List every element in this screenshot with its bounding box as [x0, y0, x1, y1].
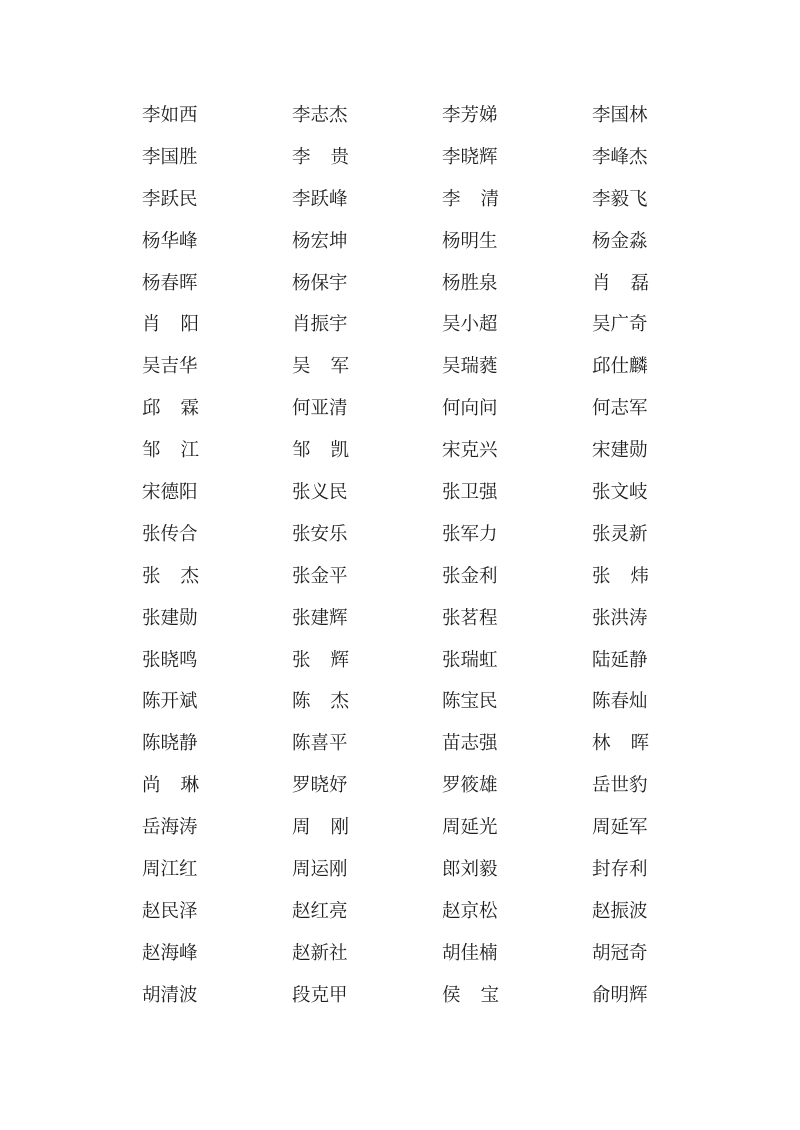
name-row	[142, 272, 670, 314]
person-name: 邱仕麟	[592, 356, 648, 378]
person-name: 李晓辉	[442, 146, 498, 168]
person-name: 李芳娣	[442, 105, 498, 126]
name-row	[142, 146, 662, 188]
person-name: 何向问	[442, 398, 498, 420]
person-name: 苗志强	[442, 733, 498, 755]
name-row	[142, 732, 670, 774]
person-name: 侯宝	[442, 984, 520, 1006]
name-row	[142, 397, 662, 439]
person-name: 陈喜平	[292, 733, 348, 755]
name-row	[142, 984, 662, 1026]
person-name: 胡清波	[142, 984, 198, 1006]
name-row	[142, 900, 662, 942]
person-name: 张炜	[592, 565, 670, 587]
person-name: 宋克兴	[442, 440, 498, 462]
name-row	[142, 565, 670, 607]
name-row	[142, 649, 662, 691]
name-row	[142, 439, 662, 481]
person-name: 杨春晖	[142, 272, 198, 294]
person-name: 林晖	[592, 733, 670, 755]
person-name: 俞明辉	[592, 984, 648, 1006]
person-name: 赵新社	[292, 942, 348, 964]
person-name: 张晓鸣	[142, 649, 198, 671]
name-row	[142, 104, 662, 146]
name-row	[142, 313, 662, 355]
person-name: 李清	[442, 188, 520, 210]
person-name: 陈开斌	[142, 691, 198, 713]
person-name: 何志军	[592, 398, 648, 420]
name-row	[142, 942, 662, 984]
person-name: 吴军	[292, 356, 370, 378]
person-name: 赵京松	[442, 900, 498, 922]
person-name: 邹凯	[292, 440, 370, 462]
person-name: 周延光	[442, 817, 498, 839]
person-name: 邱霖	[142, 398, 220, 420]
person-name: 陆延静	[592, 649, 648, 671]
name-row	[142, 355, 662, 397]
person-name: 李如西	[142, 105, 198, 126]
person-name: 张茗程	[442, 607, 498, 629]
name-row	[142, 816, 662, 858]
person-name: 肖振宇	[292, 314, 348, 336]
person-name: 陈春灿	[592, 691, 648, 713]
person-name: 张金平	[292, 565, 348, 587]
person-name: 吴吉华	[142, 356, 198, 378]
name-row	[142, 690, 662, 732]
person-name: 赵振波	[592, 900, 648, 922]
name-row	[142, 607, 662, 649]
person-name: 何亚清	[292, 398, 348, 420]
person-name: 张传合	[142, 523, 198, 545]
name-row	[142, 774, 662, 816]
person-name: 李峰杰	[592, 146, 648, 168]
name-row	[142, 523, 662, 565]
person-name: 张建辉	[292, 607, 348, 629]
person-name: 岳海涛	[142, 817, 198, 839]
person-name: 张金利	[442, 565, 498, 587]
person-name: 杨华峰	[142, 230, 198, 252]
name-list	[142, 104, 670, 1026]
name-row	[142, 230, 662, 272]
person-name: 张瑞虹	[442, 649, 498, 671]
person-name: 李贵	[292, 146, 370, 168]
person-name: 胡冠奇	[592, 942, 648, 964]
person-name: 罗晓妤	[292, 775, 348, 797]
person-name: 杨金淼	[592, 230, 648, 252]
person-name: 李国胜	[142, 146, 198, 168]
person-name: 赵海峰	[142, 942, 198, 964]
name-row	[142, 858, 662, 900]
person-name: 周江红	[142, 859, 198, 881]
person-name: 杨明生	[442, 230, 498, 252]
person-name: 张灵新	[592, 523, 648, 545]
person-name: 赵民泽	[142, 900, 198, 922]
person-name: 张洪涛	[592, 607, 648, 629]
person-name: 陈杰	[292, 691, 370, 713]
person-name: 周运刚	[292, 859, 348, 881]
person-name: 张辉	[292, 649, 370, 671]
person-name: 陈晓静	[142, 733, 198, 755]
person-name: 陈宝民	[442, 691, 498, 713]
person-name: 吴广奇	[592, 314, 648, 336]
person-name: 赵红亮	[292, 900, 348, 922]
name-row	[142, 188, 662, 230]
person-name: 罗筱雄	[442, 775, 498, 797]
person-name: 岳世豹	[592, 775, 648, 797]
person-name: 李跃民	[142, 188, 198, 210]
person-name: 李跃峰	[292, 188, 348, 210]
person-name: 张义民	[292, 482, 348, 504]
person-name: 封存利	[592, 859, 648, 881]
person-name: 尚琳	[142, 775, 220, 797]
person-name: 郎刘毅	[442, 859, 498, 881]
person-name: 周延军	[592, 817, 648, 839]
person-name: 杨胜泉	[442, 272, 498, 294]
person-name: 张军力	[442, 523, 498, 545]
person-name: 肖阳	[142, 314, 220, 336]
person-name: 胡佳楠	[442, 942, 498, 964]
person-name: 肖磊	[592, 272, 670, 294]
person-name: 张文岐	[592, 482, 648, 504]
person-name: 宋德阳	[142, 482, 198, 504]
person-name: 段克甲	[292, 984, 348, 1006]
person-name: 吴瑞蕤	[442, 356, 498, 378]
person-name: 杨保宇	[292, 272, 348, 294]
person-name: 吴小超	[442, 314, 498, 336]
person-name: 宋建勋	[592, 440, 648, 462]
person-name: 张安乐	[292, 523, 348, 545]
person-name: 李国林	[592, 105, 648, 126]
person-name: 李毅飞	[592, 188, 648, 210]
person-name: 张杰	[142, 565, 220, 587]
person-name: 邹江	[142, 440, 220, 462]
person-name: 杨宏坤	[292, 230, 348, 252]
person-name: 李志杰	[292, 105, 348, 126]
person-name: 周刚	[292, 817, 370, 839]
name-row	[142, 481, 662, 523]
person-name: 张建勋	[142, 607, 198, 629]
person-name: 张卫强	[442, 482, 498, 504]
